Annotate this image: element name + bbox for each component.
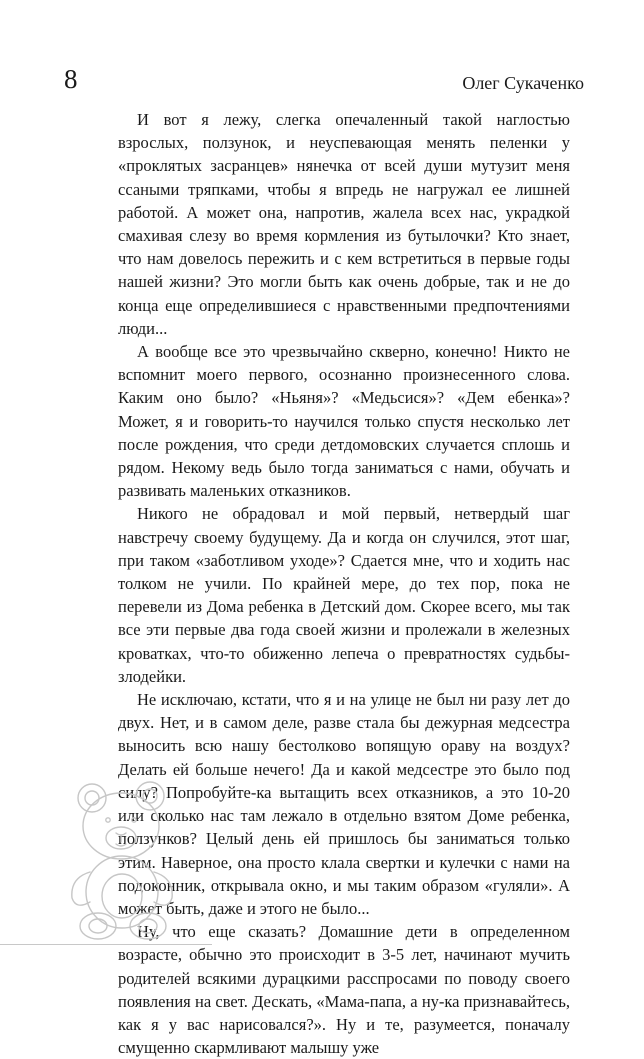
- paragraph: А вообще все это чрезвычайно скверно, конечно! Никто не вспомнит моего первого, осознанно произнесенного слова. Каким оно было? «Ньяня»? «Медьсися»? «Дем ебенка»? Может, я и говорить-то научился только спустя несколько лет после рождения, что среди детдомовских случается сплошь и рядом. Некому ведь было тогда заниматься с нами, обучать и развивать маленьких отказников.: [118, 342, 570, 501]
- paragraph: Не исключаю, кстати, что я и на улице не был ни разу лет до двух. Нет, и в самом деле, разве стала бы дежурная медсестра выносить всю нашу бестолково вопящую ораву на воздух? Делать ей больше нечего! Да и какой медсестре это было под силу? Попробуйте-ка вытащить всех отказников, а это 10-20 или сколько нас там лежало в отдельно взятом Доме ребенка, ползунков? Целый день ей пришлось бы заниматься только этим. Наверное, она просто клала свертки и кулечки с нами на подоконник, открывала окно, и мы таким образом «гуляли». А может быть, даже и этого не было...: [118, 690, 570, 918]
- paragraph: И вот я лежу, слегка опечаленный такой наглостью взрослых, ползунок, и неуспевающая менять пеленки у «проклятых засранцев» нянечка от всей души мутузит меня ссаными тряпками, чтобы я впредь не нагружал ее лишней работой. А может она, напротив, жалела всех нас, украдкой смахивая слезу во время кормления из бутылочки? Кто знает, что нам довелось пережить и с кем встретиться в первые годы нашей жизни? Это могли быть как очень добрые, так и не до конца еще определившиеся с нравственными предпочтениями люди...: [118, 110, 570, 338]
- page-number: 8: [64, 64, 78, 94]
- footer-rule: [0, 944, 212, 945]
- paragraph: Ну, что еще сказать? Домашние дети в определенном возрасте, обычно это происходит в 3-5 лет, начинают мучить родителей всякими дурацкими расспросами по поводу своего появления на свет. Дескать, «Мама-папа, а ну-ка признавайтесь, как я у вас нарисовался?». Ну и те, разумеется, поначалу смущенно скармливают малышу уже: [118, 922, 570, 1058]
- teddy-bear-icon: [52, 768, 192, 948]
- running-head-author: Олег Сукаченко: [462, 73, 584, 93]
- paragraph: Никого не обрадовал и мой первый, нетвердый шаг навстречу своему будущему. Да и когда он случился, этот шаг, при таком «заботливом уходе»? Сдается мне, что и ходить нас толком не учили. По крайней мере, до тех пор, пока не перевели из Дома ребенка в Детский дом. Скорее всего, мы так все эти первые два года своей жизни и пролежали в железных кроватках, что-то обиженно лепеча о превратностях судьбы-злодейки.: [118, 504, 570, 686]
